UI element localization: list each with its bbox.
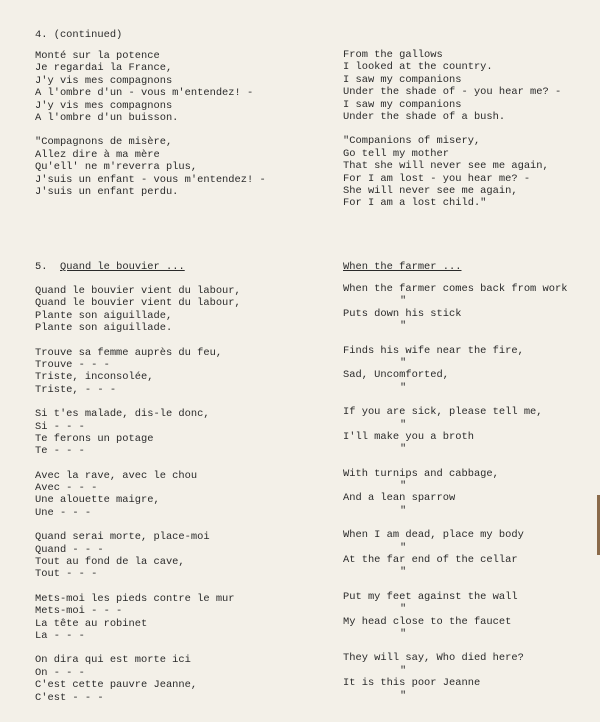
verse-line: Quand serai morte, place-moi <box>35 531 210 544</box>
verse-line: Avec - - - <box>35 482 98 495</box>
ditto-mark: " <box>400 295 407 308</box>
verse-line: Qu'ell' ne m'reverra plus, <box>35 161 198 174</box>
verse-line: It is this poor Jeanne <box>343 677 481 690</box>
verse-line: Under the shade of - you hear me? - <box>343 86 562 99</box>
verse-line: A l'ombre d'un buisson. <box>35 111 179 124</box>
verse-line: That she will never see me again, <box>343 160 549 173</box>
verse-line: My head close to the faucet <box>343 615 512 628</box>
stanza <box>343 345 600 395</box>
section-5-number: 5. <box>35 261 48 273</box>
verse-line: She will never see me again, <box>343 184 518 197</box>
verse-line: Tout - - - <box>35 568 98 581</box>
verse-line: They will say, Who died here? <box>343 652 524 665</box>
verse-line: Te ferons un potage <box>35 432 154 445</box>
ditto-mark: " <box>400 381 407 394</box>
verse-line: J'suis un enfant perdu. <box>35 185 179 198</box>
verse-line: Plante son aiguillade. <box>35 322 173 335</box>
section-4-heading: 4. (continued) <box>35 29 123 41</box>
verse-line: La tête au robinet <box>35 617 148 630</box>
stanza <box>35 50 295 124</box>
ditto-mark: " <box>400 418 407 431</box>
verse-line: If you are sick, please tell me, <box>343 406 543 419</box>
verse-line: La - - - <box>35 629 85 642</box>
verse-line: Finds his wife near the fire, <box>343 344 524 357</box>
ditto-mark: " <box>400 566 407 579</box>
section-4-english-column <box>343 49 600 222</box>
verse-line: Trouve sa femme auprès du feu, <box>35 346 223 359</box>
verse-line: Une alouette maigre, <box>35 494 160 507</box>
stanza <box>35 285 295 335</box>
verse-line: Si t'es malade, dis-le donc, <box>35 408 210 421</box>
verse-line: With turnips and cabbage, <box>343 467 499 480</box>
stanza <box>343 406 600 456</box>
verse-line: Quand - - - <box>35 543 104 556</box>
stanza <box>343 591 600 641</box>
stanza <box>343 468 600 518</box>
ditto-mark: " <box>400 689 407 702</box>
ditto-mark: " <box>400 541 407 554</box>
verse-line: Trouve - - - <box>35 358 110 371</box>
ditto-mark: " <box>400 504 407 517</box>
verse-line: J'y vis mes compagnons <box>35 74 173 87</box>
section-5-title-french: Quand le bouvier ... <box>60 261 185 273</box>
verse-line: Sad, Uncomforted, <box>343 369 450 382</box>
verse-line: From the gallows <box>343 49 443 61</box>
stanza <box>35 531 295 581</box>
verse-line: I saw my companions <box>343 98 462 111</box>
stanza <box>35 470 295 520</box>
verse-line: Mets-moi - - - <box>35 605 123 618</box>
verse-line: Monté sur la potence <box>35 50 160 62</box>
section-5-french-column <box>35 285 295 716</box>
stanza <box>343 49 600 123</box>
verse-line: Go tell my mother <box>343 147 450 160</box>
ditto-mark: " <box>400 443 407 456</box>
verse-line: "Companions of misery, <box>343 135 481 148</box>
ditto-mark: " <box>400 664 407 677</box>
verse-line: Puts down his stick <box>343 307 462 320</box>
verse-line: Te - - - <box>35 445 85 458</box>
verse-line: When the farmer comes back from work <box>343 283 568 295</box>
verse-line: I saw my companions <box>343 73 462 86</box>
verse-line: Avec la rave, avec le chou <box>35 469 198 482</box>
verse-line: Plante son aiguillade, <box>35 309 173 322</box>
verse-line: J'suis un enfant - vous m'entendez! - <box>35 173 266 186</box>
verse-line: On - - - <box>35 666 85 679</box>
ditto-mark: " <box>400 627 407 640</box>
verse-line: Triste, - - - <box>35 383 117 396</box>
verse-line: I'll make you a broth <box>343 430 474 443</box>
verse-line: Quand le bouvier vient du labour, <box>35 285 241 297</box>
stanza <box>35 136 295 198</box>
verse-line: On dira qui est morte ici <box>35 654 191 667</box>
section-5-english-column <box>343 283 600 714</box>
verse-line: Si - - - <box>35 420 85 433</box>
stanza <box>343 135 600 209</box>
verse-line: Tout au fond de la cave, <box>35 556 185 569</box>
ditto-mark: " <box>400 480 407 493</box>
verse-line: Under the shade of a bush. <box>343 110 506 123</box>
verse-line: I looked at the country. <box>343 61 493 74</box>
ditto-mark: " <box>400 356 407 369</box>
section-4-french-column <box>35 50 295 210</box>
verse-line: For I am a lost child." <box>343 197 487 210</box>
verse-line: Allez dire à ma mère <box>35 148 160 161</box>
verse-line: And a lean sparrow <box>343 492 456 505</box>
verse-line: When I am dead, place my body <box>343 529 524 542</box>
verse-line: A l'ombre d'un - vous m'entendez! - <box>35 87 254 100</box>
stanza <box>343 652 600 702</box>
verse-line: For I am lost - you hear me? - <box>343 172 531 185</box>
verse-line: Mets-moi les pieds contre le mur <box>35 592 235 605</box>
verse-line: Je regardai la France, <box>35 62 173 75</box>
ditto-mark: " <box>400 603 407 616</box>
ditto-mark: " <box>400 320 407 333</box>
verse-line: C'est cette pauvre Jeanne, <box>35 679 198 692</box>
verse-line: Une - - - <box>35 506 92 519</box>
stanza <box>35 408 295 458</box>
verse-line: Triste, inconsolée, <box>35 371 154 384</box>
verse-line: C'est - - - <box>35 691 104 704</box>
verse-line: J'y vis mes compagnons <box>35 99 173 112</box>
stanza <box>343 283 600 333</box>
stanza <box>35 654 295 704</box>
stanza <box>343 529 600 579</box>
verse-line: At the far end of the cellar <box>343 554 518 567</box>
verse-line: Quand le bouvier vient du labour, <box>35 297 241 310</box>
section-5-title-english: When the farmer ... <box>343 261 462 273</box>
verse-line: Put my feet against the wall <box>343 590 518 603</box>
verse-line: "Compagnons de misère, <box>35 136 173 149</box>
stanza <box>35 347 295 397</box>
stanza <box>35 593 295 643</box>
